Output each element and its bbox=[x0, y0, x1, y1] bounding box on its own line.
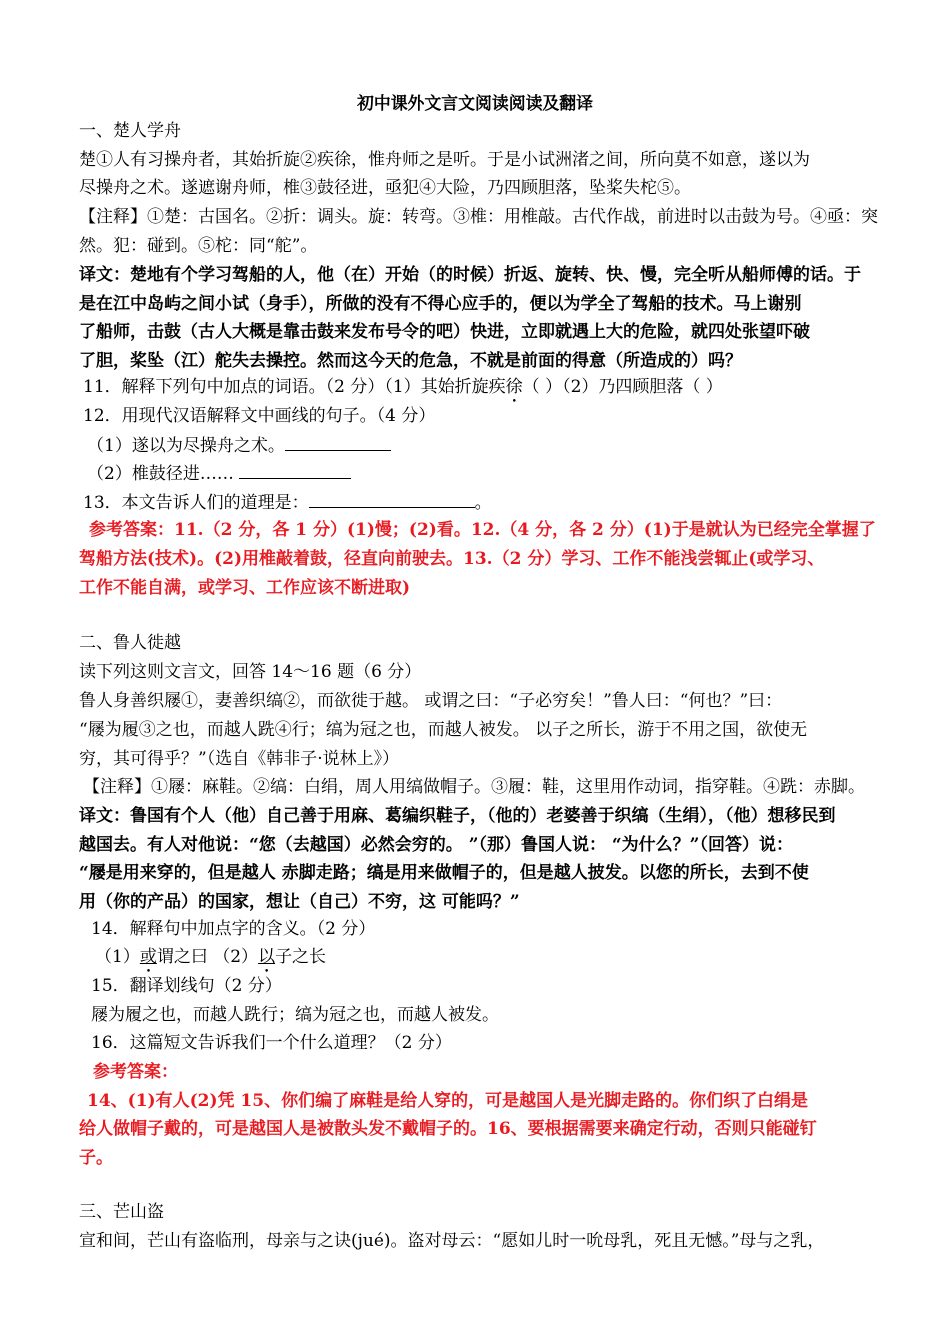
passage-line: 穷，其可得乎？”（选自《韩非子·说林上》） bbox=[79, 749, 400, 769]
answer-line: 工作不能自满，或学习、工作应该不断进取) bbox=[79, 578, 411, 598]
passage-line: 宣和间，芒山有盗临刑，母亲与之诀(jué)。盗对母云：“愿如儿时一吮母乳，死且无憾。”母与之乳， bbox=[79, 1231, 825, 1251]
question-text: 13．本文告诉人们的道理是： bbox=[83, 493, 309, 513]
translation-line: 了船师，击鼓（古人大概是靠击鼓来发布号令的吧）快进，立即就遇上大的危险，就四处张望吓破 bbox=[79, 322, 810, 342]
answer-blank[interactable] bbox=[239, 462, 351, 479]
question-11 bbox=[83, 376, 723, 407]
question-12-item-1 bbox=[87, 434, 391, 457]
answer-line: 14、(1)有人(2)凭 15、你们编了麻鞋是给人穿的，可是越国人是光脚走路的。你们织了白绢是 bbox=[87, 1091, 809, 1111]
translation-line: “屦是用来穿的，但是越人 赤脚走路；缟是用来做帽子的，但是越人披发。以您的所长，去到不使 bbox=[79, 863, 809, 883]
answer-blank[interactable] bbox=[285, 434, 391, 451]
passage-line: “屦为履③之也，而越人跣④行；缟为冠之也，而越人被发。 以子之所长，游于不用之国，欲使无 bbox=[79, 720, 808, 740]
section-heading: 一、楚人学舟 bbox=[79, 121, 181, 141]
dotted-word: 以 bbox=[258, 947, 276, 967]
passage-line: 楚①人有习操舟者，其始折旋②疾徐，惟舟师之是听。于是小试洲渚之间，所向莫不如意，遂以为 bbox=[79, 150, 810, 170]
instruction-line: 读下列这则文言文，回答 14～16 题（6 分） bbox=[79, 662, 422, 682]
question-text: （1） bbox=[95, 947, 140, 967]
answer-heading: 参考答案： bbox=[93, 1062, 178, 1082]
answer-blank[interactable] bbox=[309, 491, 475, 508]
answer-line: 子。 bbox=[79, 1148, 113, 1168]
translation-line: 是在江中岛屿之间小试（身手），所做的没有不得心应手的，便以为学全了驾船的技术。马上谢别 bbox=[79, 294, 802, 314]
passage-line: 尽操舟之术。遂遮谢舟师，椎③鼓径进，亟犯④大险，乃四顾胆落，坠桨失柁⑤。 bbox=[79, 178, 691, 198]
section-heading: 二、鲁人徙越 bbox=[79, 633, 181, 653]
question-16: 16．这篇短文告诉我们一个什么道理？（2 分） bbox=[91, 1033, 452, 1053]
question-text: （2）椎鼓径进…… bbox=[87, 464, 234, 484]
note-line: 【注释】①楚：古国名。②折：调头。旋：转弯。③椎：用椎敲。古代作战，前进时以击鼓为号。④亟：突 bbox=[79, 207, 878, 227]
dotted-word: 徐 bbox=[505, 377, 523, 397]
question-13 bbox=[83, 491, 492, 514]
answer-line: 参考答案：11.（2 分，各 1 分）(1)慢；(2)看。12.（4 分，各 2 分）(1)于是就认为已经完全掌握了 bbox=[89, 520, 876, 540]
section-heading: 三、芒山盗 bbox=[79, 1202, 164, 1222]
answer-line: 驾船方法(技术)。(2)用椎敲着鼓，径直向前驶去。13.（2 分）学习、工作不能浅尝辄止(或学习、 bbox=[79, 549, 825, 569]
question-text: （1）遂以为尽操舟之术。 bbox=[87, 436, 285, 456]
note-line: 【注释】①屦：麻鞋。②缟：白绢，周人用缟做帽子。③履：鞋，这里用作动词，指穿鞋。④跣：赤脚。 bbox=[83, 777, 865, 797]
note-line: 然。犯：碰到。⑤柁：同“舵”。 bbox=[79, 236, 318, 256]
question-text: 谓之曰 （2） bbox=[156, 947, 259, 967]
translation-line: 越国去。有人对他说：“您（去越国）必然会穷的。 ”（那）鲁国人说： “为什么？”（回答）说： bbox=[79, 835, 793, 855]
dotted-word: 或 bbox=[139, 947, 157, 967]
translation-line: 译文：楚地有个学习驾船的人，他（在）开始（的时候）折返、旋转、快、慢，完全听从船师傅的话。于 bbox=[79, 265, 861, 285]
translation-line: 用（你的产品）的国家，想让（自己）不穷，这 可能吗？” bbox=[79, 892, 520, 912]
question-15: 15．翻译划线句（2 分） bbox=[91, 976, 282, 996]
question-14: 14．解释句中加点字的含义。（2 分） bbox=[91, 919, 376, 939]
question-12-item-2 bbox=[87, 462, 351, 485]
document-title: 初中课外文言文阅读阅读及翻译 bbox=[356, 93, 594, 113]
question-text: （ ）（2）乃四顾胆落（ ） bbox=[522, 377, 723, 397]
question-15-sentence: 屦为履之也，而越人跣行；缟为冠之也，而越人被发。 bbox=[91, 1005, 499, 1025]
question-12: 12．用现代汉语解释文中画线的句子。（4 分） bbox=[83, 406, 436, 426]
question-text: 子之长 bbox=[275, 947, 327, 967]
question-14-items bbox=[95, 946, 326, 977]
translation-line: 译文：鲁国有个人（他）自己善于用麻、葛编织鞋子，（他的）老婆善于织缟（生绢），（他）想移民到 bbox=[79, 806, 836, 826]
question-text: 。 bbox=[474, 493, 492, 513]
question-text: 11．解释下列句中加点的词语。（2 分）（1）其始折旋疾 bbox=[83, 377, 506, 397]
answer-line: 给人做帽子戴的，可是越国人是被散头发不戴帽子的。16、要根据需要来确定行动，否则只能碰钉 bbox=[79, 1119, 817, 1139]
passage-line: 鲁人身善织屦①，妻善织缟②，而欲徙于越。 或谓之曰：“子必穷矣！”鲁人曰：“何也？”曰： bbox=[79, 691, 783, 711]
translation-line: 了胆，桨坠（江）舵失去操控。然而这今天的危急，不就是前面的得意（所造成的）吗？ bbox=[79, 351, 742, 371]
